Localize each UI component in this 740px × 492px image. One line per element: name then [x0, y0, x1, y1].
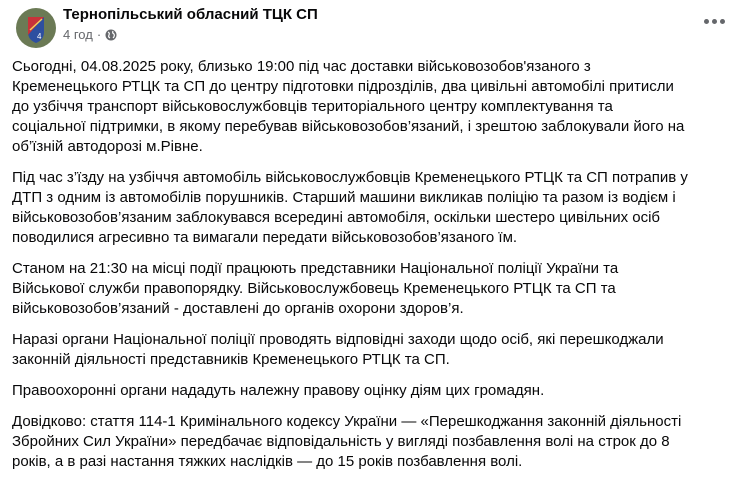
paragraph-line: ДТП з одним із автомобілів порушників. Старший машини викликав поліцію та разом із водієм і [12, 189, 676, 206]
paragraph-line: поводилися агресивно та вимагали передати військовозобов’язаного їм. [12, 229, 518, 246]
paragraph-line: Довідково: стаття 114-1 Кримінального кодексу України — «Перешкоджання законній діяльності [12, 413, 682, 430]
paragraph-line: Збройних Сил України» передбачає відповідальність у вигляді позбавлення волі на строк до 8 [12, 433, 670, 450]
paragraph-line: законній діяльності представників Кременецького РТЦК та СП. [12, 351, 450, 368]
post-meta [63, 27, 117, 42]
paragraph-line: Наразі органи Національної поліції проводять відповідні заходи щодо осіб, які перешкоджали [12, 331, 664, 348]
paragraph-line: об’їзній автодорозі м.Рівне. [12, 138, 203, 155]
post-paragraph [12, 381, 728, 401]
paragraph-line: Військової служби правопорядку. Військовослужбовець Кременецького РТЦК та СП та [12, 280, 616, 297]
post-header [0, 0, 740, 52]
post-paragraph [12, 57, 728, 157]
paragraph-line: Правоохоронні органи нададуть належну правову оцінку діям цих громадян. [12, 382, 545, 399]
paragraph-line: Кременецького РТЦК та СП до центру підготовки підрозділів, два цивільні автомобілі притисли [12, 78, 674, 95]
post-paragraph [12, 330, 728, 370]
paragraph-line: Станом на 21:30 на місці події працюють представники Національної поліції України та [12, 260, 619, 277]
svg-text:4: 4 [37, 32, 42, 41]
more-options-button[interactable] [702, 12, 726, 30]
meta-separator: · [96, 27, 102, 42]
post-paragraph [12, 168, 728, 248]
coat-of-arms-icon [16, 8, 56, 48]
page-name[interactable]: Тернопільський обласний ТЦК СП [63, 6, 318, 23]
post-paragraph [12, 412, 728, 472]
paragraph-line: військовозобов’язаний - доставлені до органів охорони здоров’я. [12, 300, 464, 317]
paragraph-line: Сьогодні, 04.08.2025 року, близько 19:00 під час доставки військовозобов'язаного з [12, 58, 591, 75]
post-time[interactable]: 4 год [63, 27, 93, 42]
page-avatar[interactable] [16, 8, 56, 48]
globe-icon [105, 29, 117, 41]
paragraph-line: військовозобов’язаним заблокувався всередині автомобіля, оскільки шестеро цивільних осіб [12, 209, 661, 226]
paragraph-line: років, а в разі настання тяжких наслідків — до 15 років позбавлення волі. [12, 453, 523, 470]
paragraph-line: Під час з’їзду на узбіччя автомобіль військовослужбовців Кременецького РТЦК та СП потрапив у [12, 169, 688, 186]
paragraph-line: соціальної підтримки, в якому перебував військовозобов’язаний, і зрештою заблокували його на [12, 118, 685, 135]
paragraph-line: до узбіччя транспорт військовослужбовців територіального центру комплектування та [12, 98, 613, 115]
post-text [0, 52, 740, 472]
post-paragraph [12, 259, 728, 319]
